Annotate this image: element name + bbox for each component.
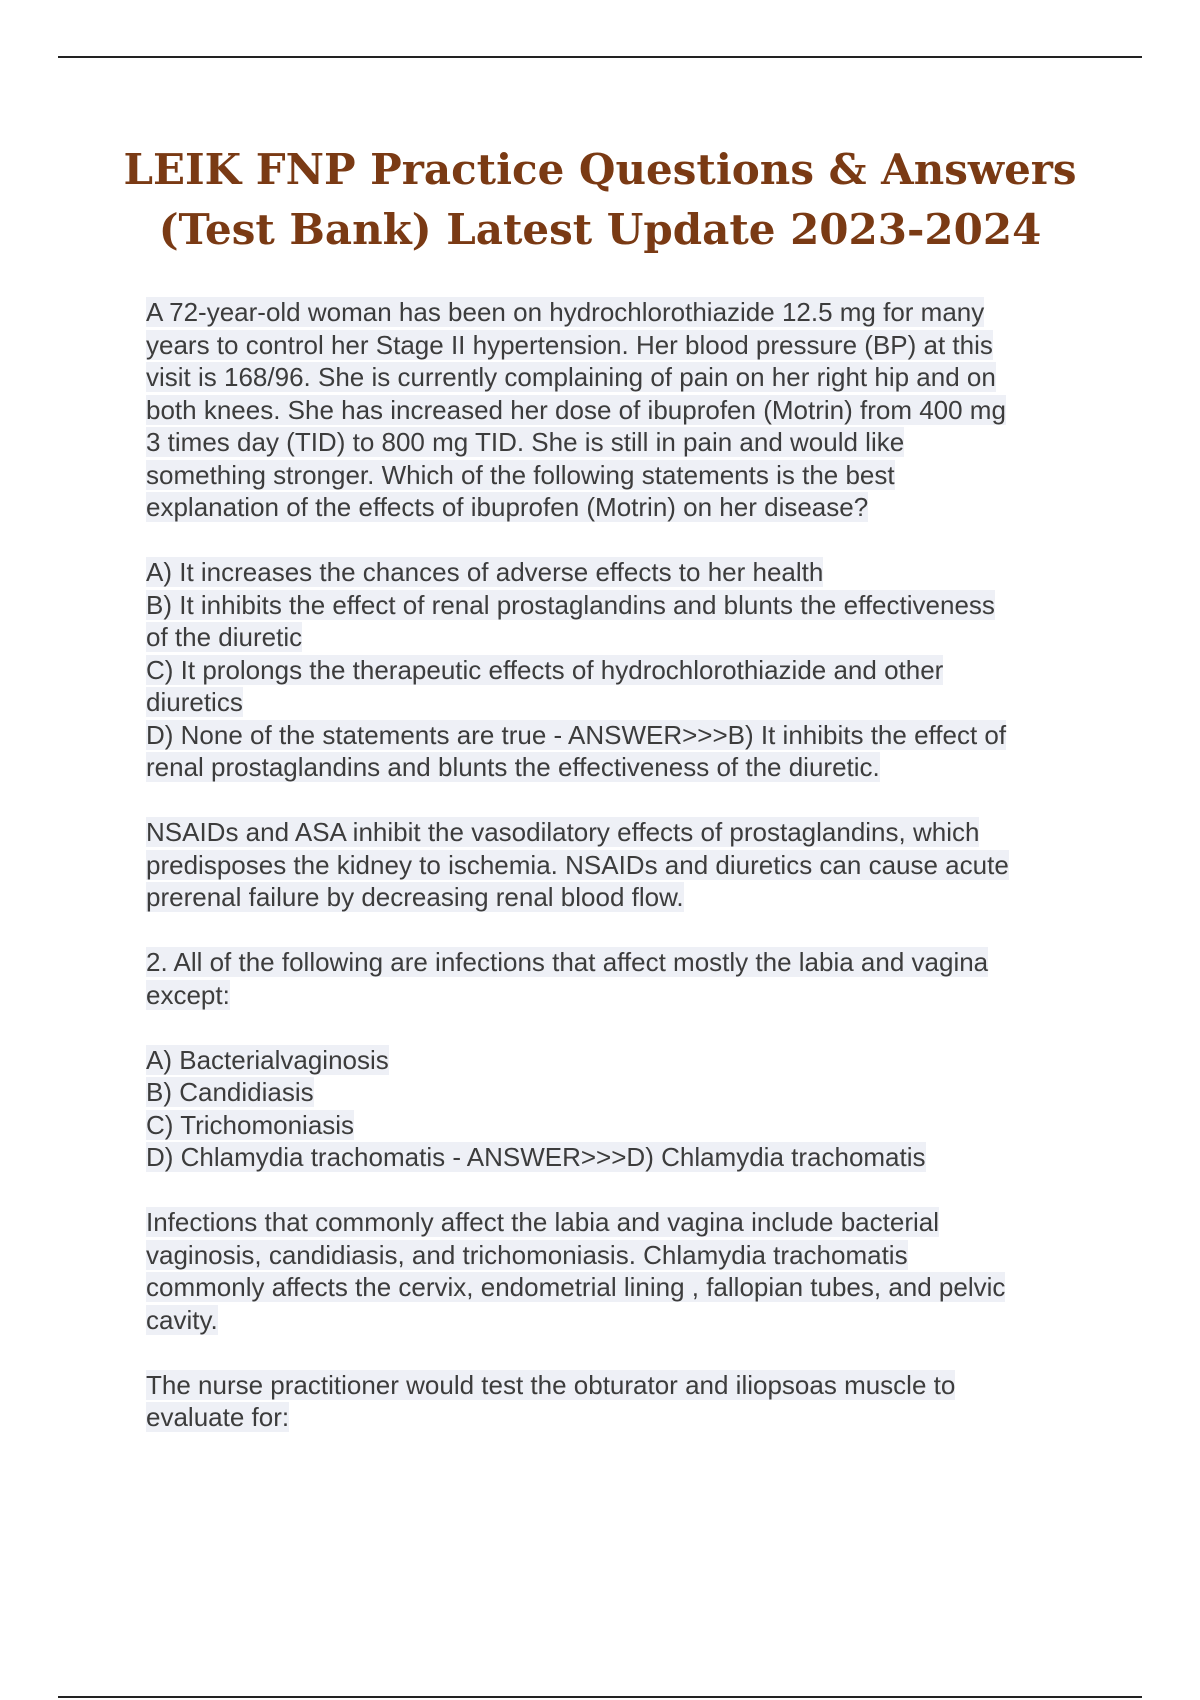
option-line: of the diuretic [146, 622, 303, 652]
rationale-line: vaginosis, candidiasis, and trichomoniasis. Chlamydia trachomatis [146, 1239, 908, 1270]
option-line: A) Bacterialvaginosis [146, 1044, 389, 1075]
option-line: diuretics [146, 687, 243, 717]
option-line: B) Candidiasis [146, 1077, 314, 1107]
title-line: LEIK FNP Practice Questions & Answers [123, 145, 1077, 194]
answer-line: D) Chlamydia trachomatis - ANSWER>>>D) Chlamydia trachomatis [146, 1142, 926, 1172]
text-line: years to control her Stage II hypertension. Her blood pressure (BP) at this [146, 329, 993, 360]
text-line: something stronger. Which of the following statements is the best [146, 459, 895, 490]
title-line: (Test Bank) Latest Update 2023-2024 [158, 205, 1042, 254]
text-line: evaluate for: [146, 1402, 290, 1432]
question-2-rationale [146, 1206, 1086, 1336]
top-rule [58, 56, 1142, 58]
rationale-line: prerenal failure by decreasing renal blood flow. [146, 882, 684, 912]
text-line: visit is 168/96. She is currently complaining of pain on her right hip and on [146, 362, 996, 392]
text-line: A 72-year-old woman has been on hydrochlorothiazide 12.5 mg for many [146, 297, 985, 327]
page-title [100, 140, 1100, 260]
answer-line: renal prostaglandins and blunts the effectiveness of the diuretic. [146, 752, 880, 782]
rationale-line: Infections that commonly affect the labia and vagina include bacterial [146, 1207, 939, 1237]
question-1-stem [146, 296, 1086, 524]
text-line: explanation of the effects of ibuprofen (Motrin) on her disease? [146, 492, 869, 522]
option-line: A) It increases the chances of adverse effects to her health [146, 557, 824, 587]
text-line: 2. All of the following are infections that affect mostly the labia and vagina [146, 947, 989, 977]
rationale-line: NSAIDs and ASA inhibit the vasodilatory effects of prostaglandins, which [146, 817, 980, 847]
question-2-options [146, 1044, 1086, 1174]
document-body [146, 296, 1086, 1434]
text-line: The nurse practitioner would test the obturator and iliopsoas muscle to [146, 1369, 956, 1400]
rationale-line: commonly affects the cervix, endometrial lining , fallopian tubes, and pelvic [146, 1272, 1006, 1302]
answer-line: D) None of the statements are true - ANSWER>>>B) It inhibits the effect of [146, 719, 1007, 750]
question-3-stem [146, 1369, 1086, 1434]
question-1-rationale [146, 816, 1086, 914]
option-line: C) Trichomoniasis [146, 1109, 355, 1140]
option-line: B) It inhibits the effect of renal prostaglandins and blunts the effectiveness [146, 589, 995, 620]
question-1-options [146, 556, 1086, 784]
question-2-stem [146, 946, 1086, 1011]
rationale-line: cavity. [146, 1304, 218, 1335]
text-line: 3 times day (TID) to 800 mg TID. She is still in pain and would like [146, 427, 905, 457]
rationale-line: predisposes the kidney to ischemia. NSAIDs and diuretics can cause acute [146, 849, 1009, 880]
text-line: both knees. She has increased her dose of ibuprofen (Motrin) from 400 mg [146, 394, 1006, 425]
option-line: C) It prolongs the therapeutic effects of hydrochlorothiazide and other [146, 654, 944, 685]
bottom-rule [58, 1696, 1142, 1698]
text-line: except: [146, 979, 230, 1010]
